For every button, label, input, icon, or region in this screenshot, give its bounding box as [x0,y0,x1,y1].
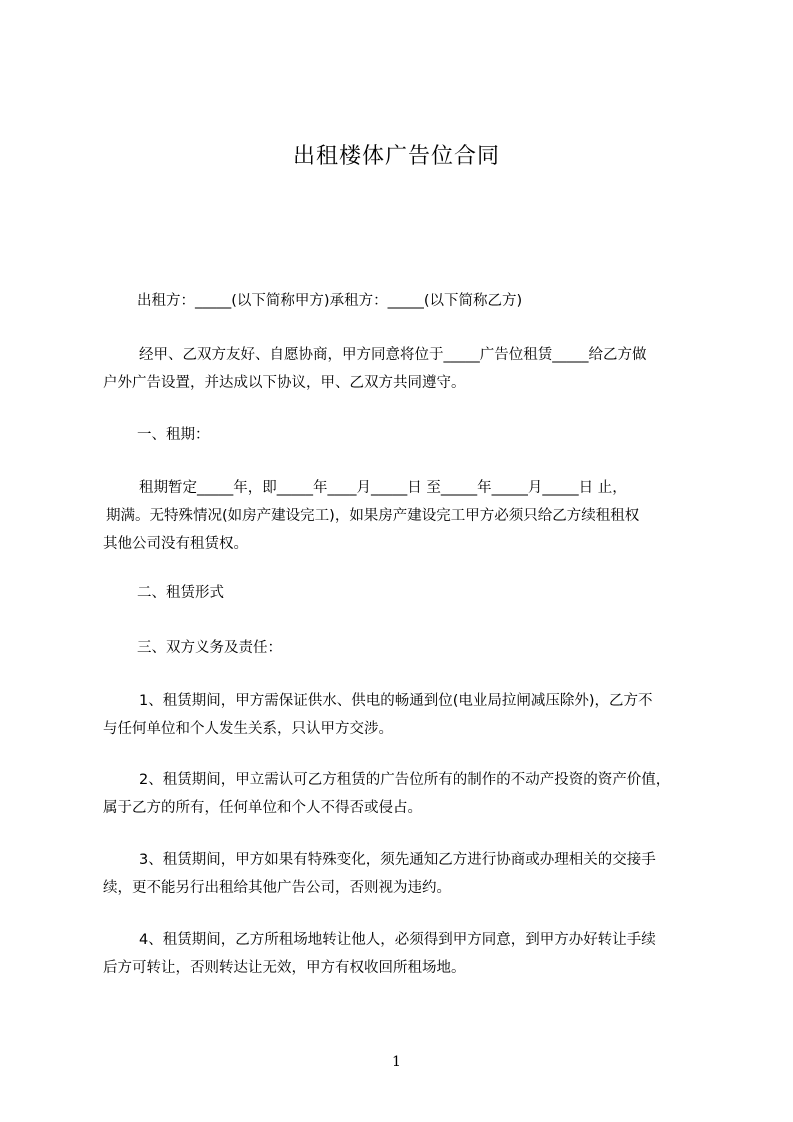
parties-line [137,287,747,315]
clause-2-line-2: 属于乙方的所有，任何单位和个人不得否或侵占。 [103,800,422,816]
clause-3-line-1: 3、租赁期间，甲方如果有特殊变化，须先通知乙方进行协商或办理相关的交接手 [139,852,656,868]
clause-2-line-1: 2、租赁期间，甲立需认可乙方租赁的广告位所有的制作的不动产投资的资产价值， [139,772,671,788]
clause-3-line-2: 续，更不能另行出租给其他广告公司，否则视为违约。 [103,880,451,896]
clause-4-line-1: 4、租赁期间，乙方所租场地转让他人，必须得到甲方同意，到甲方办好转让手续 [139,932,656,948]
term-line-1: 租期暂定_____年，即_____年____月_____日 至_____年_____月_____日 止， [139,480,627,496]
clause-3 [103,846,713,902]
intro-paragraph [103,341,713,397]
clause-1 [103,687,713,743]
term-line-3: 其他公司没有租赁权。 [103,536,248,552]
term-paragraph [103,474,713,558]
page-number: 1 [392,1054,401,1070]
clause-1-line-2: 与任何单位和个人发生关系，只认甲方交涉。 [103,721,393,737]
document-title: 出租楼体广告位合同 [292,144,500,169]
section-1-heading-text: 一、租期： [137,427,210,443]
section-2-heading-text: 二、租赁形式 [137,585,224,601]
section-3-heading [137,634,747,662]
clause-4-line-2: 后方可转让，否则转达让无效，甲方有权收回所租场地。 [103,960,466,976]
clause-4 [103,926,713,982]
clause-2 [103,766,713,822]
intro-line-2: 户外广告设置，并达成以下协议，甲、乙双方共同遵守。 [103,375,466,391]
intro-line-1: 经甲、乙双方友好、自愿协商，甲方同意将位于_____广告位租赁_____给乙方做 [139,347,647,363]
parties-text: 出租方：_____(以下简称甲方)承租方：_____(以下简称乙方) [137,293,523,309]
term-line-2: 期满。无特殊情况(如房产建设完工)，如果房产建设完工甲方必须只给乙方续租租权 [106,508,640,524]
section-2-heading [137,579,747,607]
section-1-heading [137,421,747,449]
clause-1-line-1: 1、租赁期间，甲方需保证供水、供电的畅通到位(电业局拉闸减压除外)，乙方不 [139,693,653,709]
section-3-heading-text: 三、双方义务及责任： [137,640,282,656]
